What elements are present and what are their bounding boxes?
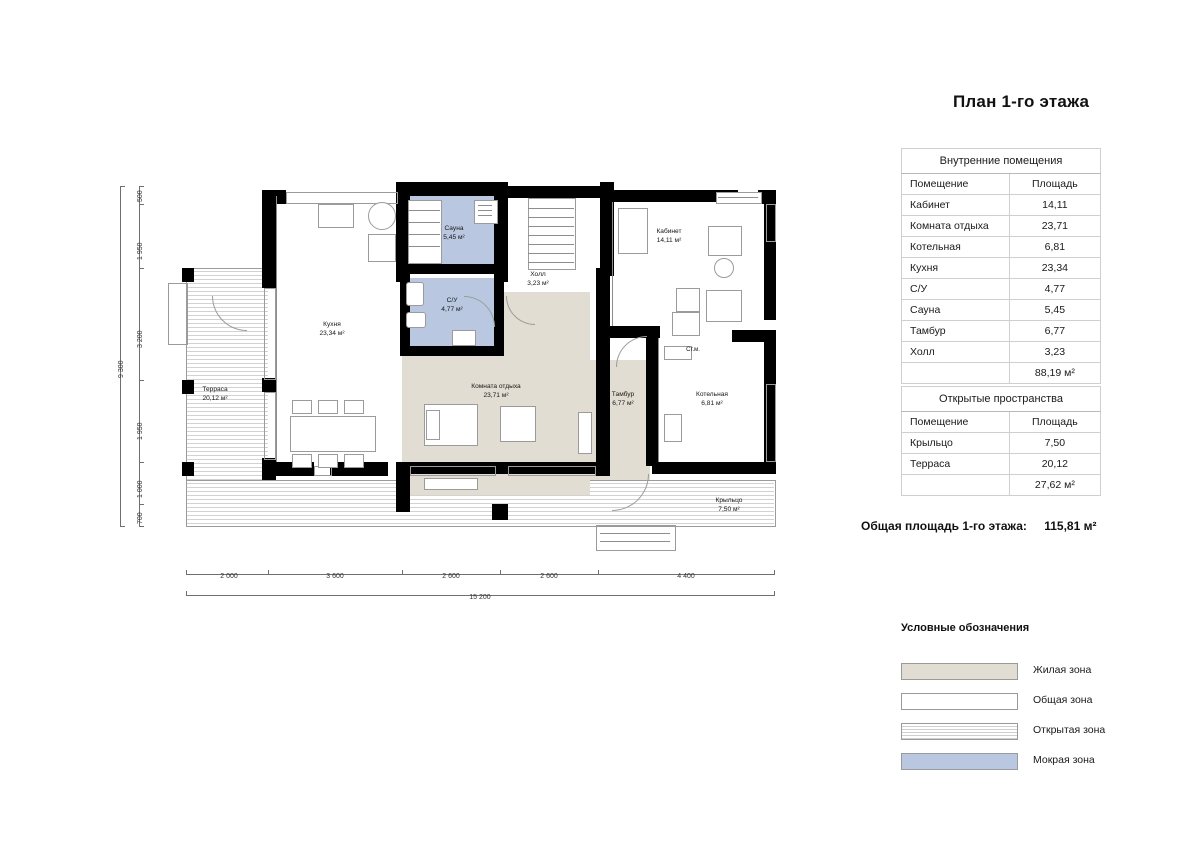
col-room: Помещение: [902, 412, 1010, 433]
partition-boiler-left: [658, 338, 659, 462]
kitchen-oven: [368, 234, 396, 262]
cell-room: Крыльцо: [902, 433, 1010, 454]
stair-step-5: [528, 244, 574, 245]
cell-room: Кухня: [902, 258, 1010, 279]
wall-wc-bottom: [400, 346, 504, 356]
dim-left-total: 9 300: [118, 360, 125, 378]
cell-room: Терраса: [902, 454, 1010, 475]
dim-left-tick: [139, 462, 144, 463]
legend-item-open: [901, 723, 1200, 739]
legend-item-wet: [901, 753, 1200, 769]
cell-area: 4,77: [1009, 279, 1100, 300]
legend-label-wet: Мокрая зона: [1033, 754, 1095, 766]
room-area: 5,45 м²: [443, 234, 465, 241]
window-north-2-line: [718, 197, 758, 198]
room-name: Холл: [530, 271, 546, 278]
table-row: [902, 300, 1101, 321]
cell-area: 6,81: [1009, 237, 1100, 258]
wc-sink: [406, 312, 426, 328]
dim-left-tick: [139, 186, 144, 187]
armchair: [500, 406, 536, 442]
sauna-bench-line-1: [408, 210, 440, 211]
dim-bottom-5: 4 400: [677, 573, 695, 580]
porch-step-line-1: [600, 533, 670, 534]
room-label-study: [634, 227, 704, 245]
legend-label-open: Открытая зона: [1033, 724, 1106, 736]
cell-empty: [902, 363, 1010, 384]
chair-4: [292, 454, 312, 468]
table-caption-row: [902, 387, 1101, 412]
table-total-row: [902, 363, 1101, 384]
room-name: Кабинет: [656, 228, 682, 235]
room-name: Кухня: [323, 321, 341, 328]
porch-step-line-2: [600, 541, 670, 542]
stair-step-1: [528, 208, 574, 209]
wall-h-top-3: [612, 190, 716, 202]
fireplace: [578, 412, 592, 454]
dim-tick: [500, 570, 501, 575]
open-table-caption: Открытые пространства: [902, 387, 1101, 412]
page-title: План 1-го этажа: [953, 92, 1090, 111]
room-label-hall: [508, 270, 568, 288]
dim-left-tick: [139, 380, 144, 381]
cell-room: С/У: [902, 279, 1010, 300]
total-area-line: [861, 519, 1200, 533]
cell-empty: [902, 475, 1010, 496]
chair-2: [318, 400, 338, 414]
table-row: [902, 433, 1101, 454]
room-area: 23,71 м²: [483, 392, 509, 399]
cell-area: 23,34: [1009, 258, 1100, 279]
dim-bottom-3: 2 600: [442, 573, 460, 580]
window-south-2: [410, 466, 496, 476]
partition-study-left: [612, 202, 613, 326]
chair-1: [292, 400, 312, 414]
dim-left-4: 1 950: [137, 422, 144, 440]
dim-left-6: 700: [137, 512, 144, 524]
table-caption-row: [902, 149, 1101, 174]
room-name: Котельная: [696, 391, 728, 398]
total-area-label: Общая площадь 1-го этажа:: [861, 519, 1027, 533]
dim-bottom-1: 2 000: [220, 573, 238, 580]
study-chair: [714, 258, 734, 278]
dim-left-total-line: [120, 186, 121, 526]
room-area: 3,23 м²: [527, 280, 549, 287]
kitchen-hob: [368, 202, 396, 230]
window-south-3: [508, 466, 596, 476]
room-name: Крыльцо: [715, 497, 743, 504]
cell-room: Кабинет: [902, 195, 1010, 216]
table-row: [902, 216, 1101, 237]
col-area: Площадь: [1009, 174, 1100, 195]
wall-v-mid: [596, 268, 610, 476]
partition-kitchen-left: [276, 196, 277, 462]
dim-left-tick: [139, 526, 144, 527]
cell-area: 5,45: [1009, 300, 1100, 321]
stair-step-2: [528, 217, 574, 218]
legend-title: Условные обозначения: [901, 622, 1030, 634]
dim-left-tick: [139, 204, 144, 205]
dim-bottom-total: 15 200: [469, 594, 491, 601]
window-west-2: [264, 392, 276, 460]
room-area: 6,77 м²: [612, 400, 634, 407]
wall-h-top-1: [396, 182, 506, 196]
wc-shower: [452, 330, 476, 346]
wall-h-top-2: [506, 186, 614, 198]
col-area: Площадь: [1009, 412, 1100, 433]
room-area: 23,34 м²: [319, 330, 345, 337]
room-label-boiler: [680, 390, 744, 408]
room-label-tambour: [596, 390, 650, 408]
stair-step-7: [528, 262, 574, 263]
room-label-sauna: [424, 224, 484, 242]
window-east-2: [766, 384, 776, 462]
cell-total: 27,62 м²: [1009, 475, 1100, 496]
chair-3: [344, 400, 364, 414]
legend-swatch-open: [901, 723, 1018, 740]
window-east-1: [766, 204, 776, 242]
room-area: 6,81 м²: [701, 400, 723, 407]
porch-steps: [596, 525, 676, 551]
room-label-wc: [422, 296, 482, 314]
wall-post-w1: [182, 268, 194, 282]
room-area: 4,77 м²: [441, 306, 463, 313]
table-row: [902, 342, 1101, 363]
dim-tick: [402, 570, 403, 575]
dim-left-tick: [139, 268, 144, 269]
sauna-stove-line-1: [478, 205, 492, 206]
study-desk: [708, 226, 742, 256]
dim-left-3: 3 200: [137, 330, 144, 348]
cell-room: Комната отдыха: [902, 216, 1010, 237]
inner-rooms-table: [901, 148, 1101, 384]
legend-swatch-common: [901, 693, 1018, 710]
tv-unit: [424, 478, 478, 490]
cell-room: Тамбур: [902, 321, 1010, 342]
sauna-stove-line-3: [478, 215, 492, 216]
sauna-bench-line-2: [408, 222, 440, 223]
sofa-arm: [426, 410, 440, 440]
dim-left-tick: [139, 504, 144, 505]
sauna-stove: [474, 200, 498, 224]
dim-left-total-tick: [120, 526, 125, 527]
cell-room: Котельная: [902, 237, 1010, 258]
cell-area: 6,77: [1009, 321, 1100, 342]
dim-left-1: 500: [137, 190, 144, 202]
table-row: [902, 454, 1101, 475]
stair-step-4: [528, 235, 574, 236]
table-header-row: [902, 174, 1101, 195]
dim-bottom-2: 3 600: [326, 573, 344, 580]
total-area-value: 115,81 м²: [1044, 519, 1097, 533]
dim-left-5: 1 000: [137, 480, 144, 498]
room-name: Комната отдыха: [471, 383, 521, 390]
inner-table-caption: Внутренние помещения: [902, 149, 1101, 174]
wall-v-east-2: [764, 330, 776, 376]
wall-post-w3: [182, 462, 194, 476]
dining-table: [290, 416, 376, 452]
wall-h-bottom-east: [652, 462, 776, 474]
legend-item-common: [901, 693, 1200, 709]
room-label-washer: [676, 346, 710, 355]
col-room: Помещение: [902, 174, 1010, 195]
room-name: Сауна: [444, 225, 464, 232]
dim-tick: [774, 570, 775, 575]
study-shelf: [706, 290, 742, 322]
kitchen-sink: [318, 204, 354, 228]
boiler-unit: [664, 414, 682, 442]
study-table: [676, 288, 700, 312]
window-west-1: [264, 288, 276, 380]
room-name: Тамбур: [611, 391, 635, 398]
table-row: [902, 237, 1101, 258]
room-label-terrace: [186, 385, 244, 403]
window-north-2: [716, 192, 762, 204]
dim-left-total-tick: [120, 186, 125, 187]
room-name: Терраса: [202, 386, 228, 393]
stair-step-6: [528, 253, 574, 254]
room-area: 20,12 м²: [202, 395, 228, 402]
room-area: 7,50 м²: [718, 506, 740, 513]
legend-item-living: [901, 663, 1200, 679]
cell-area: 20,12: [1009, 454, 1100, 475]
wall-v-west-4: [262, 458, 276, 480]
legend-swatch-living: [901, 663, 1018, 680]
cell-room: Сауна: [902, 300, 1010, 321]
room-area: 14,11 м²: [656, 237, 682, 244]
table-header-row: [902, 412, 1101, 433]
legend-swatch-wet: [901, 753, 1018, 770]
info-panel: [860, 0, 1200, 849]
dim-tick: [186, 591, 187, 596]
dim-left-line: [139, 186, 140, 526]
legend-label-common: Общая зона: [1033, 694, 1093, 706]
room-label-living: [456, 382, 536, 400]
table-row: [902, 195, 1101, 216]
room-name: Ст.м.: [686, 347, 700, 353]
legend-label-living: Жилая зона: [1033, 664, 1092, 676]
dim-tick: [186, 570, 187, 575]
table-row: [902, 321, 1101, 342]
cell-area: 3,23: [1009, 342, 1100, 363]
sauna-bench-line-4: [408, 246, 440, 247]
terrace-step-left: [168, 283, 188, 345]
cell-room: Холл: [902, 342, 1010, 363]
chair-6: [344, 454, 364, 468]
dim-left-2: 1 950: [137, 242, 144, 260]
cell-total: 88,19 м²: [1009, 363, 1100, 384]
dim-tick: [268, 570, 269, 575]
chair-5: [318, 454, 338, 468]
table-total-row: [902, 475, 1101, 496]
wall-v-west-2: [262, 264, 276, 288]
stair-step-3: [528, 226, 574, 227]
open-spaces-table: [901, 386, 1101, 496]
wall-sauna-bottom: [404, 264, 500, 274]
room-label-porch: [700, 496, 758, 514]
study-armchair: [672, 312, 700, 336]
cell-area: 14,11: [1009, 195, 1100, 216]
room-label-kitchen: [302, 320, 362, 338]
sauna-stove-line-2: [478, 210, 492, 211]
dim-bottom-4: 2 600: [540, 573, 558, 580]
room-name: С/У: [446, 297, 458, 304]
wall-post-s: [492, 504, 508, 520]
dim-tick: [598, 570, 599, 575]
wall-v-west-3: [262, 378, 276, 392]
wall-wc-right: [494, 274, 504, 350]
dim-tick: [774, 591, 775, 596]
cell-area: 7,50: [1009, 433, 1100, 454]
cell-area: 23,71: [1009, 216, 1100, 237]
table-row: [902, 258, 1101, 279]
table-row: [902, 279, 1101, 300]
